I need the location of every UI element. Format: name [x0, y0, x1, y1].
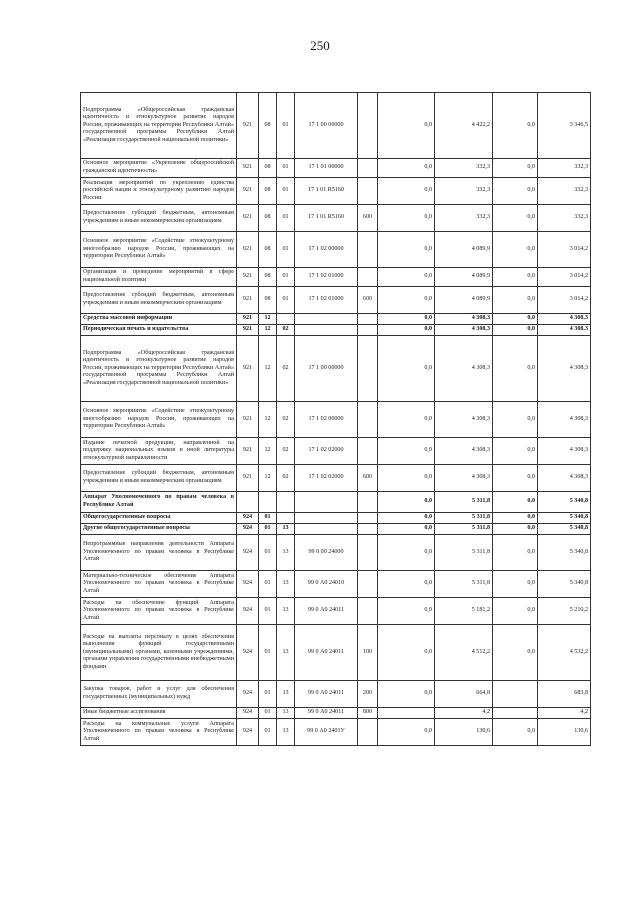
- cell-vr: [358, 402, 378, 438]
- cell-pr: 13: [277, 524, 295, 535]
- cell-gr: 921: [237, 178, 259, 205]
- cell-value-3: [493, 708, 538, 719]
- table-row: [81, 336, 591, 402]
- cell-value-1: 0,0: [378, 93, 435, 159]
- table-row: [81, 402, 591, 438]
- row-name: Расходы на коммунальные услуги Аппарата Уполномоченного по правам человека в Республике Алтай: [81, 719, 237, 746]
- cell-csr: 17 1 00 00000: [295, 336, 358, 402]
- cell-vr: [358, 719, 378, 746]
- cell-value-1: 0,0: [378, 513, 435, 524]
- cell-rz: 08: [259, 287, 277, 314]
- cell-value-2: 4 308,3: [435, 438, 493, 465]
- cell-csr: 99 0 А0 24011: [295, 681, 358, 708]
- cell-value-4: 4 308,3: [538, 402, 591, 438]
- table-row: [81, 178, 591, 205]
- row-name: Периодическая печать и издательства: [81, 325, 237, 336]
- cell-vr: [358, 314, 378, 325]
- cell-value-4: 4 532,2: [538, 625, 591, 681]
- cell-value-4: 3 346,5: [538, 93, 591, 159]
- cell-value-2: 4,2: [435, 708, 493, 719]
- cell-csr: [295, 492, 358, 513]
- cell-value-1: 0,0: [378, 465, 435, 492]
- cell-vr: [358, 492, 378, 513]
- cell-rz: 08: [259, 159, 277, 178]
- cell-pr: 01: [277, 287, 295, 314]
- cell-gr: 924: [237, 719, 259, 746]
- cell-pr: 02: [277, 402, 295, 438]
- cell-value-4: 4,2: [538, 708, 591, 719]
- cell-value-3: 0,0: [493, 571, 538, 598]
- cell-value-1: 0,0: [378, 325, 435, 336]
- cell-csr: [295, 314, 358, 325]
- cell-value-1: 0,0: [378, 287, 435, 314]
- cell-value-2: 5 311,8: [435, 513, 493, 524]
- cell-vr: [358, 159, 378, 178]
- cell-pr: 13: [277, 719, 295, 746]
- cell-gr: 921: [237, 465, 259, 492]
- cell-rz: 12: [259, 314, 277, 325]
- cell-csr: 17 1 01 00000: [295, 159, 358, 178]
- row-name: Подпрограмма «Общероссийская гражданская идентичность и этнокультурное развитие народов России, проживающих на территории Республики Алтай» государственной программы Республики Алтай «Реализация государственной национальной политики»: [81, 336, 237, 402]
- cell-vr: [358, 513, 378, 524]
- row-name: Материально-техническое обеспечение Аппарата Уполномоченного по правам человека в Республике Алтай: [81, 571, 237, 598]
- cell-pr: 01: [277, 205, 295, 232]
- cell-value-1: 0,0: [378, 232, 435, 268]
- cell-gr: 924: [237, 524, 259, 535]
- cell-pr: 01: [277, 159, 295, 178]
- cell-vr: [358, 524, 378, 535]
- cell-vr: [358, 268, 378, 287]
- cell-csr: [295, 325, 358, 336]
- cell-vr: [358, 232, 378, 268]
- cell-value-2: 332,3: [435, 205, 493, 232]
- budget-table-body: [81, 93, 591, 746]
- cell-pr: [277, 314, 295, 325]
- table-row: [81, 93, 591, 159]
- cell-rz: 12: [259, 336, 277, 402]
- cell-csr: 99 0 А0 24011: [295, 625, 358, 681]
- cell-vr: [358, 598, 378, 625]
- cell-gr: 921: [237, 287, 259, 314]
- cell-csr: 99 0 А0 24010: [295, 571, 358, 598]
- cell-pr: 13: [277, 535, 295, 571]
- cell-value-2: 130,6: [435, 719, 493, 746]
- cell-rz: 12: [259, 438, 277, 465]
- cell-csr: 17 1 01 R5160: [295, 205, 358, 232]
- cell-value-2: 4 308,3: [435, 465, 493, 492]
- cell-pr: 13: [277, 598, 295, 625]
- cell-rz: 08: [259, 178, 277, 205]
- cell-value-4: 5 340,8: [538, 571, 591, 598]
- cell-vr: 800: [358, 708, 378, 719]
- cell-vr: 600: [358, 287, 378, 314]
- cell-value-3: 0,0: [493, 178, 538, 205]
- cell-csr: 99 0 А0 24011: [295, 708, 358, 719]
- cell-value-3: 0,0: [493, 438, 538, 465]
- cell-value-3: 0,0: [493, 287, 538, 314]
- cell-value-4: 130,6: [538, 719, 591, 746]
- cell-csr: 99 0 А0 2401У: [295, 719, 358, 746]
- cell-vr: [358, 93, 378, 159]
- row-name: Предоставление субсидий бюджетным, автономным учреждениям и иным некоммерческим организациям: [81, 465, 237, 492]
- cell-value-3: 0,0: [493, 402, 538, 438]
- cell-value-4: 3 014,2: [538, 287, 591, 314]
- cell-value-4: 332,3: [538, 178, 591, 205]
- table-row: [81, 159, 591, 178]
- cell-value-3: 0,0: [493, 625, 538, 681]
- cell-pr: 02: [277, 438, 295, 465]
- row-name: Непрограммные направления деятельности Аппарата Уполномоченного по правам человека в Республике Алтай: [81, 535, 237, 571]
- cell-gr: 921: [237, 159, 259, 178]
- cell-vr: [358, 178, 378, 205]
- cell-value-1: 0,0: [378, 598, 435, 625]
- cell-value-3: 0,0: [493, 492, 538, 513]
- cell-value-1: 0,0: [378, 438, 435, 465]
- cell-rz: 01: [259, 571, 277, 598]
- cell-value-3: [493, 681, 538, 708]
- cell-gr: 924: [237, 598, 259, 625]
- cell-value-4: 4 308,3: [538, 314, 591, 325]
- cell-rz: 01: [259, 598, 277, 625]
- cell-value-3: 0,0: [493, 205, 538, 232]
- cell-value-3: 0,0: [493, 268, 538, 287]
- cell-value-4: 5 210,2: [538, 598, 591, 625]
- cell-csr: 17 1 02 02000: [295, 465, 358, 492]
- cell-csr: [295, 524, 358, 535]
- table-row: [81, 571, 591, 598]
- cell-value-2: 664,8: [435, 681, 493, 708]
- cell-value-2: 4 422,2: [435, 93, 493, 159]
- cell-value-2: 4 308,3: [435, 336, 493, 402]
- cell-value-2: 4 308,3: [435, 402, 493, 438]
- cell-value-3: 0,0: [493, 535, 538, 571]
- cell-value-1: 0,0: [378, 336, 435, 402]
- row-name: Издание печатной продукции, направленной на поддержку национальных языков и иной литературы этнокультурной направленности: [81, 438, 237, 465]
- cell-value-1: 0,0: [378, 402, 435, 438]
- cell-value-1: 0,0: [378, 625, 435, 681]
- cell-value-4: 5 340,8: [538, 492, 591, 513]
- cell-gr: 921: [237, 325, 259, 336]
- table-row: [81, 314, 591, 325]
- cell-pr: 13: [277, 625, 295, 681]
- cell-value-2: 4 089,9: [435, 287, 493, 314]
- cell-value-2: 4 308,3: [435, 325, 493, 336]
- cell-vr: [358, 325, 378, 336]
- row-name: Основное мероприятие «Укрепление общероссийской гражданской идентичности»: [81, 159, 237, 178]
- row-name: Организация и проведение мероприятий в сфере национальной политики: [81, 268, 237, 287]
- cell-value-2: 5 181,2: [435, 598, 493, 625]
- table-row: [81, 535, 591, 571]
- table-row: [81, 719, 591, 746]
- table-row: [81, 524, 591, 535]
- cell-vr: [358, 438, 378, 465]
- cell-rz: 01: [259, 513, 277, 524]
- row-name: Закупка товаров, работ и услуг для обеспечения государственных (муниципальных) нужд: [81, 681, 237, 708]
- cell-value-2: 332,3: [435, 159, 493, 178]
- row-name: Предоставление субсидий бюджетным, автономным учреждениям и иным некоммерческим организациям: [81, 287, 237, 314]
- cell-value-4: 4 308,3: [538, 465, 591, 492]
- page-number: 250: [310, 38, 330, 53]
- cell-rz: 01: [259, 535, 277, 571]
- cell-gr: 924: [237, 708, 259, 719]
- cell-value-3: 0,0: [493, 719, 538, 746]
- cell-value-3: 0,0: [493, 325, 538, 336]
- cell-value-4: 4 308,3: [538, 336, 591, 402]
- cell-pr: [277, 513, 295, 524]
- table-row: [81, 232, 591, 268]
- table-row: [81, 598, 591, 625]
- cell-value-3: 0,0: [493, 232, 538, 268]
- cell-value-2: 4 512,2: [435, 625, 493, 681]
- table-row: [81, 205, 591, 232]
- table-row: [81, 492, 591, 513]
- cell-gr: 921: [237, 336, 259, 402]
- table-row: [81, 465, 591, 492]
- row-name: Реализация мероприятий по укреплению единства российской нации и этнокультурному развитию народов России: [81, 178, 237, 205]
- cell-value-1: 0,0: [378, 492, 435, 513]
- cell-csr: 17 1 02 00000: [295, 232, 358, 268]
- table-row: [81, 268, 591, 287]
- cell-value-3: 0,0: [493, 336, 538, 402]
- cell-rz: [259, 492, 277, 513]
- cell-rz: 12: [259, 465, 277, 492]
- table-row: [81, 287, 591, 314]
- cell-vr: [358, 571, 378, 598]
- cell-pr: 13: [277, 681, 295, 708]
- cell-value-1: 0,0: [378, 314, 435, 325]
- cell-csr: [295, 513, 358, 524]
- table-row: [81, 708, 591, 719]
- cell-value-4: 3 014,2: [538, 268, 591, 287]
- cell-value-4: 3 014,2: [538, 232, 591, 268]
- cell-value-3: 0,0: [493, 465, 538, 492]
- row-name: Иные бюджетные ассигнования: [81, 708, 237, 719]
- cell-value-1: 0,0: [378, 524, 435, 535]
- cell-gr: [237, 492, 259, 513]
- cell-gr: 921: [237, 205, 259, 232]
- row-name: Подпрограмма «Общероссийская гражданская идентичность и этнокультурное развитие народов России, проживающих на территории Республики Алтай» государственной программы Республики Алтай «Реализация государственной национальной политики»: [81, 93, 237, 159]
- cell-rz: 08: [259, 232, 277, 268]
- cell-value-3: 0,0: [493, 93, 538, 159]
- cell-vr: 600: [358, 465, 378, 492]
- cell-value-4: 5 340,8: [538, 513, 591, 524]
- cell-gr: 921: [237, 232, 259, 268]
- cell-pr: 02: [277, 325, 295, 336]
- cell-csr: 17 1 00 00000: [295, 93, 358, 159]
- cell-vr: [358, 535, 378, 571]
- cell-value-2: 5 311,8: [435, 492, 493, 513]
- cell-value-3: 0,0: [493, 159, 538, 178]
- row-name: Другие общегосударственные вопросы: [81, 524, 237, 535]
- cell-value-1: 0,0: [378, 205, 435, 232]
- cell-pr: 13: [277, 571, 295, 598]
- cell-gr: 924: [237, 571, 259, 598]
- cell-pr: 01: [277, 232, 295, 268]
- cell-value-2: 4 089,9: [435, 232, 493, 268]
- table-row: [81, 681, 591, 708]
- cell-rz: 01: [259, 708, 277, 719]
- cell-csr: 17 1 01 R5160: [295, 178, 358, 205]
- cell-value-1: 0,0: [378, 681, 435, 708]
- cell-csr: 99 0 00 24000: [295, 535, 358, 571]
- cell-vr: 100: [358, 625, 378, 681]
- cell-rz: 01: [259, 719, 277, 746]
- cell-value-3: 0,0: [493, 314, 538, 325]
- cell-csr: 17 1 02 01000: [295, 287, 358, 314]
- cell-value-2: 332,3: [435, 178, 493, 205]
- cell-gr: 924: [237, 681, 259, 708]
- row-name: Общегосударственные вопросы: [81, 513, 237, 524]
- cell-vr: 200: [358, 681, 378, 708]
- cell-rz: 01: [259, 681, 277, 708]
- cell-vr: 600: [358, 205, 378, 232]
- row-name: Расходы на выплаты персоналу в целях обеспечения выполнения функций государственными (муниципальными) органами, казенными учреждениями, органами управления государственными внебюджетными фондами: [81, 625, 237, 681]
- cell-gr: 924: [237, 513, 259, 524]
- cell-pr: 01: [277, 93, 295, 159]
- table-row: [81, 325, 591, 336]
- cell-csr: 17 1 02 01000: [295, 268, 358, 287]
- cell-rz: 12: [259, 402, 277, 438]
- cell-gr: 924: [237, 625, 259, 681]
- cell-gr: 924: [237, 535, 259, 571]
- cell-pr: [277, 492, 295, 513]
- row-name: Основное мероприятие «Содействие этнокультурному многообразию народов России, проживающих на территории Республики Алтай»: [81, 232, 237, 268]
- cell-value-2: 5 311,8: [435, 535, 493, 571]
- cell-value-1: 0,0: [378, 268, 435, 287]
- cell-value-4: 332,3: [538, 159, 591, 178]
- cell-value-4: 4 308,3: [538, 325, 591, 336]
- cell-vr: [358, 336, 378, 402]
- table-row: [81, 513, 591, 524]
- row-name: Основное мероприятие «Содействие этнокультурному многообразию народов России, проживающих на территории Республики Алтай»: [81, 402, 237, 438]
- cell-value-3: 0,0: [493, 598, 538, 625]
- cell-pr: 02: [277, 465, 295, 492]
- cell-value-1: 0,0: [378, 535, 435, 571]
- cell-gr: 921: [237, 314, 259, 325]
- cell-value-1: 0,0: [378, 719, 435, 746]
- cell-value-2: 5 311,8: [435, 524, 493, 535]
- row-name: Аппарат Уполномоченного по правам человека в Республике Алтай: [81, 492, 237, 513]
- cell-rz: 08: [259, 268, 277, 287]
- cell-value-4: 683,8: [538, 681, 591, 708]
- table-row: [81, 438, 591, 465]
- row-name: Предоставление субсидий бюджетным, автономным учреждениям и иным некоммерческим организациям: [81, 205, 237, 232]
- cell-pr: 01: [277, 178, 295, 205]
- cell-value-4: 5 340,8: [538, 524, 591, 535]
- cell-value-4: 5 340,8: [538, 535, 591, 571]
- cell-csr: 17 1 02 02000: [295, 438, 358, 465]
- cell-value-3: 0,0: [493, 524, 538, 535]
- table-row: [81, 625, 591, 681]
- budget-table: [80, 92, 591, 746]
- cell-pr: 02: [277, 336, 295, 402]
- cell-value-2: 4 089,9: [435, 268, 493, 287]
- cell-rz: 08: [259, 205, 277, 232]
- cell-csr: 17 1 02 00000: [295, 402, 358, 438]
- row-name: Средства массовой информации: [81, 314, 237, 325]
- cell-gr: 921: [237, 438, 259, 465]
- cell-value-1: [378, 708, 435, 719]
- cell-pr: 13: [277, 708, 295, 719]
- cell-value-4: 4 308,3: [538, 438, 591, 465]
- cell-rz: 01: [259, 524, 277, 535]
- row-name: Расходы на обеспечение функций Аппарата Уполномоченного по правам человека в Республике Алтай: [81, 598, 237, 625]
- cell-value-1: 0,0: [378, 178, 435, 205]
- cell-value-3: 0,0: [493, 513, 538, 524]
- cell-gr: 921: [237, 402, 259, 438]
- cell-gr: 921: [237, 268, 259, 287]
- cell-rz: 08: [259, 93, 277, 159]
- cell-value-1: 0,0: [378, 571, 435, 598]
- cell-value-4: 332,3: [538, 205, 591, 232]
- cell-csr: 99 0 А0 24011: [295, 598, 358, 625]
- cell-rz: 01: [259, 625, 277, 681]
- cell-value-2: 5 311,8: [435, 571, 493, 598]
- cell-gr: 921: [237, 93, 259, 159]
- cell-pr: 01: [277, 268, 295, 287]
- cell-value-1: 0,0: [378, 159, 435, 178]
- cell-value-2: 4 308,3: [435, 314, 493, 325]
- cell-rz: 12: [259, 325, 277, 336]
